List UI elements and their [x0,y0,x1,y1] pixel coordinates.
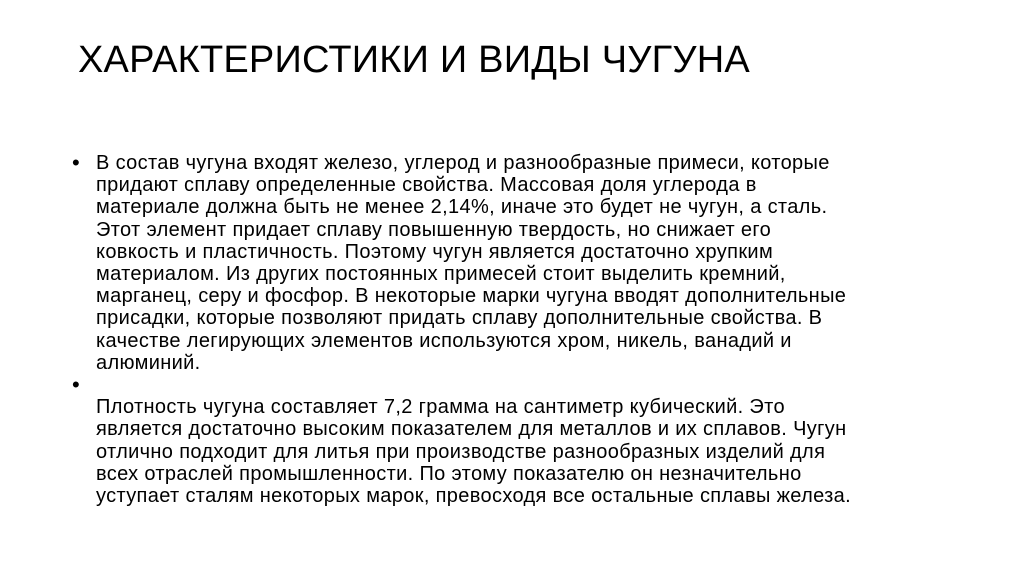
slide-title: ХАРАКТЕРИСТИКИ И ВИДЫ ЧУГУНА [78,39,750,81]
bullet-line: качестве легирующих элементов используются хром, никель, ванадий и [96,329,792,352]
bullet-line: уступает сталям некоторых марок, превосходя все остальные сплавы железа. [96,485,852,508]
bullet-line: Плотность чугуна составляет 7,2 грамма на сантиметр кубический. Это [96,396,785,419]
bullet-line: марганец, серу и фосфор. В некоторые марки чугуна вводят дополнительные [96,285,847,308]
bullet-line: материалом. Из других постоянных примесей стоит выделить кремний, [96,263,786,286]
bullet-line: Этот элемент придает сплаву повышенную твердость, но снижает его [96,218,772,241]
bullet-line: ковкость и пластичность. Поэтому чугун является достаточно хрупким [96,240,774,263]
bullet-line: алюминий. [96,351,201,374]
bullet-line: В состав чугуна входят железо, углерод и разнообразные примеси, которые [96,152,830,174]
bullet-line: является достаточно высоким показателем для металлов и их сплавов. Чугун [96,418,847,441]
bullet-item [72,374,952,507]
bullet-line: отлично подходит для литья при производстве разнообразных изделий для [96,440,826,463]
slide-content [72,152,952,507]
bullet-line: придают сплаву определенные свойства. Массовая доля углерода в [96,174,757,197]
bullet-line: материале должна быть не менее 2,14%, иначе это будет не чугун, а сталь. [96,196,828,219]
bullet-item [72,152,952,374]
bullet-line: всех отраслей промышленности. По этому показателю он незначительно [96,462,802,485]
bullet-marker: • [72,150,80,175]
empty-line [96,374,952,396]
bullet-line: присадки, которые позволяют придать сплаву дополнительные свойства. В [96,307,823,330]
bullet-marker: • [72,372,80,398]
